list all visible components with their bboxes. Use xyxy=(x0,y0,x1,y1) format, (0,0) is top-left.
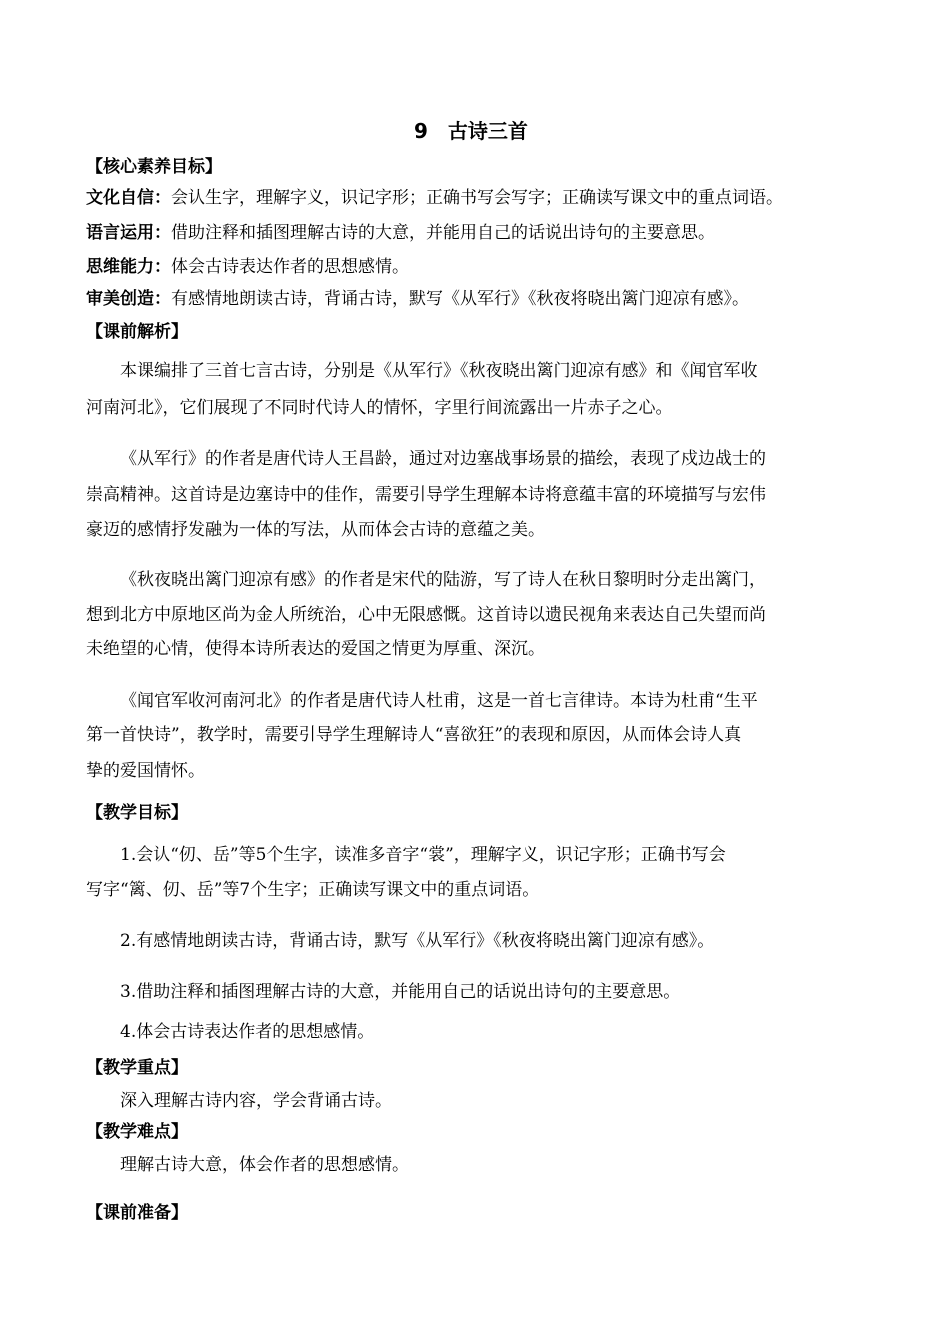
paragraph-line: 《从军行》的作者是唐代诗人王昌龄，通过对边塞战事场景的描绘，表现了戍边战士的 xyxy=(120,449,766,469)
difficulties-text: 理解古诗大意，体会作者的思想感情。 xyxy=(120,1155,409,1175)
section-heading-difficulties: 【教学难点】 xyxy=(86,1122,188,1142)
objective-line: 4.体会古诗表达作者的思想感情。 xyxy=(120,1022,375,1042)
objective-line: 写字“篱、仞、岳”等7个生字；正确读写课文中的重点词语。 xyxy=(86,880,540,900)
section-heading-analysis: 【课前解析】 xyxy=(86,322,188,342)
paragraph-line: 崇高精神。这首诗是边塞诗中的佳作，需要引导学生理解本诗将意蕴丰富的环境描写与宏伟 xyxy=(86,485,766,505)
section-heading-preparation: 【课前准备】 xyxy=(86,1203,188,1223)
key-points-text: 深入理解古诗内容，学会背诵古诗。 xyxy=(120,1091,392,1111)
objective-line: 1.会认“仞、岳”等5个生字，读准多音字“裳”，理解字义，识记字形；正确书写会 xyxy=(120,845,726,865)
paragraph-line: 《闻官军收河南河北》的作者是唐代诗人杜甫，这是一首七言律诗。本诗为杜甫“生平 xyxy=(120,691,758,711)
page-title: 9 古诗三首 xyxy=(414,119,528,143)
paragraph-line: 河南河北》，它们展现了不同时代诗人的情怀，字里行间流露出一片赤子之心。 xyxy=(86,398,673,418)
objective-line: 2.有感情地朗读古诗，背诵古诗，默写《从军行》《秋夜将晓出篱门迎凉有感》。 xyxy=(120,931,715,951)
paragraph-line: 挚的爱国情怀。 xyxy=(86,761,205,781)
goal-line-culture: 文化自信：会认生字，理解字义，识记字形；正确书写会写字；正确读写课文中的重点词语。 xyxy=(86,188,783,208)
paragraph-line: 想到北方中原地区尚为金人所统治，心中无限感慨。这首诗以遗民视角来表达自己失望而尚 xyxy=(86,605,766,625)
paragraph-line: 第一首快诗”，教学时，需要引导学生理解诗人“喜欲狂”的表现和原因，从而体会诗人真 xyxy=(86,725,742,745)
paragraph-line: 本课编排了三首七言古诗，分别是《从军行》《秋夜晓出篱门迎凉有感》和《闻官军收 xyxy=(120,361,758,381)
goal-line-aesthetic: 审美创造：有感情地朗读古诗，背诵古诗，默写《从军行》《秋夜将晓出篱门迎凉有感》。 xyxy=(86,289,749,309)
paragraph-line: 未绝望的心情，使得本诗所表达的爱国之情更为厚重、深沉。 xyxy=(86,639,545,659)
objective-line: 3.借助注释和插图理解古诗的大意，并能用自己的话说出诗句的主要意思。 xyxy=(120,982,681,1002)
paragraph-line: 豪迈的感情抒发融为一体的写法，从而体会古诗的意蕴之美。 xyxy=(86,520,545,540)
section-heading-core-goals: 【核心素养目标】 xyxy=(86,157,222,177)
section-heading-objectives: 【教学目标】 xyxy=(86,803,188,823)
goal-line-thinking: 思维能力：体会古诗表达作者的思想感情。 xyxy=(86,257,409,277)
section-heading-key-points: 【教学重点】 xyxy=(86,1058,188,1078)
goal-line-language: 语言运用：借助注释和插图理解古诗的大意，并能用自己的话说出诗句的主要意思。 xyxy=(86,223,715,243)
paragraph-line: 《秋夜晓出篱门迎凉有感》的作者是宋代的陆游，写了诗人在秋日黎明时分走出篱门， xyxy=(120,570,766,590)
